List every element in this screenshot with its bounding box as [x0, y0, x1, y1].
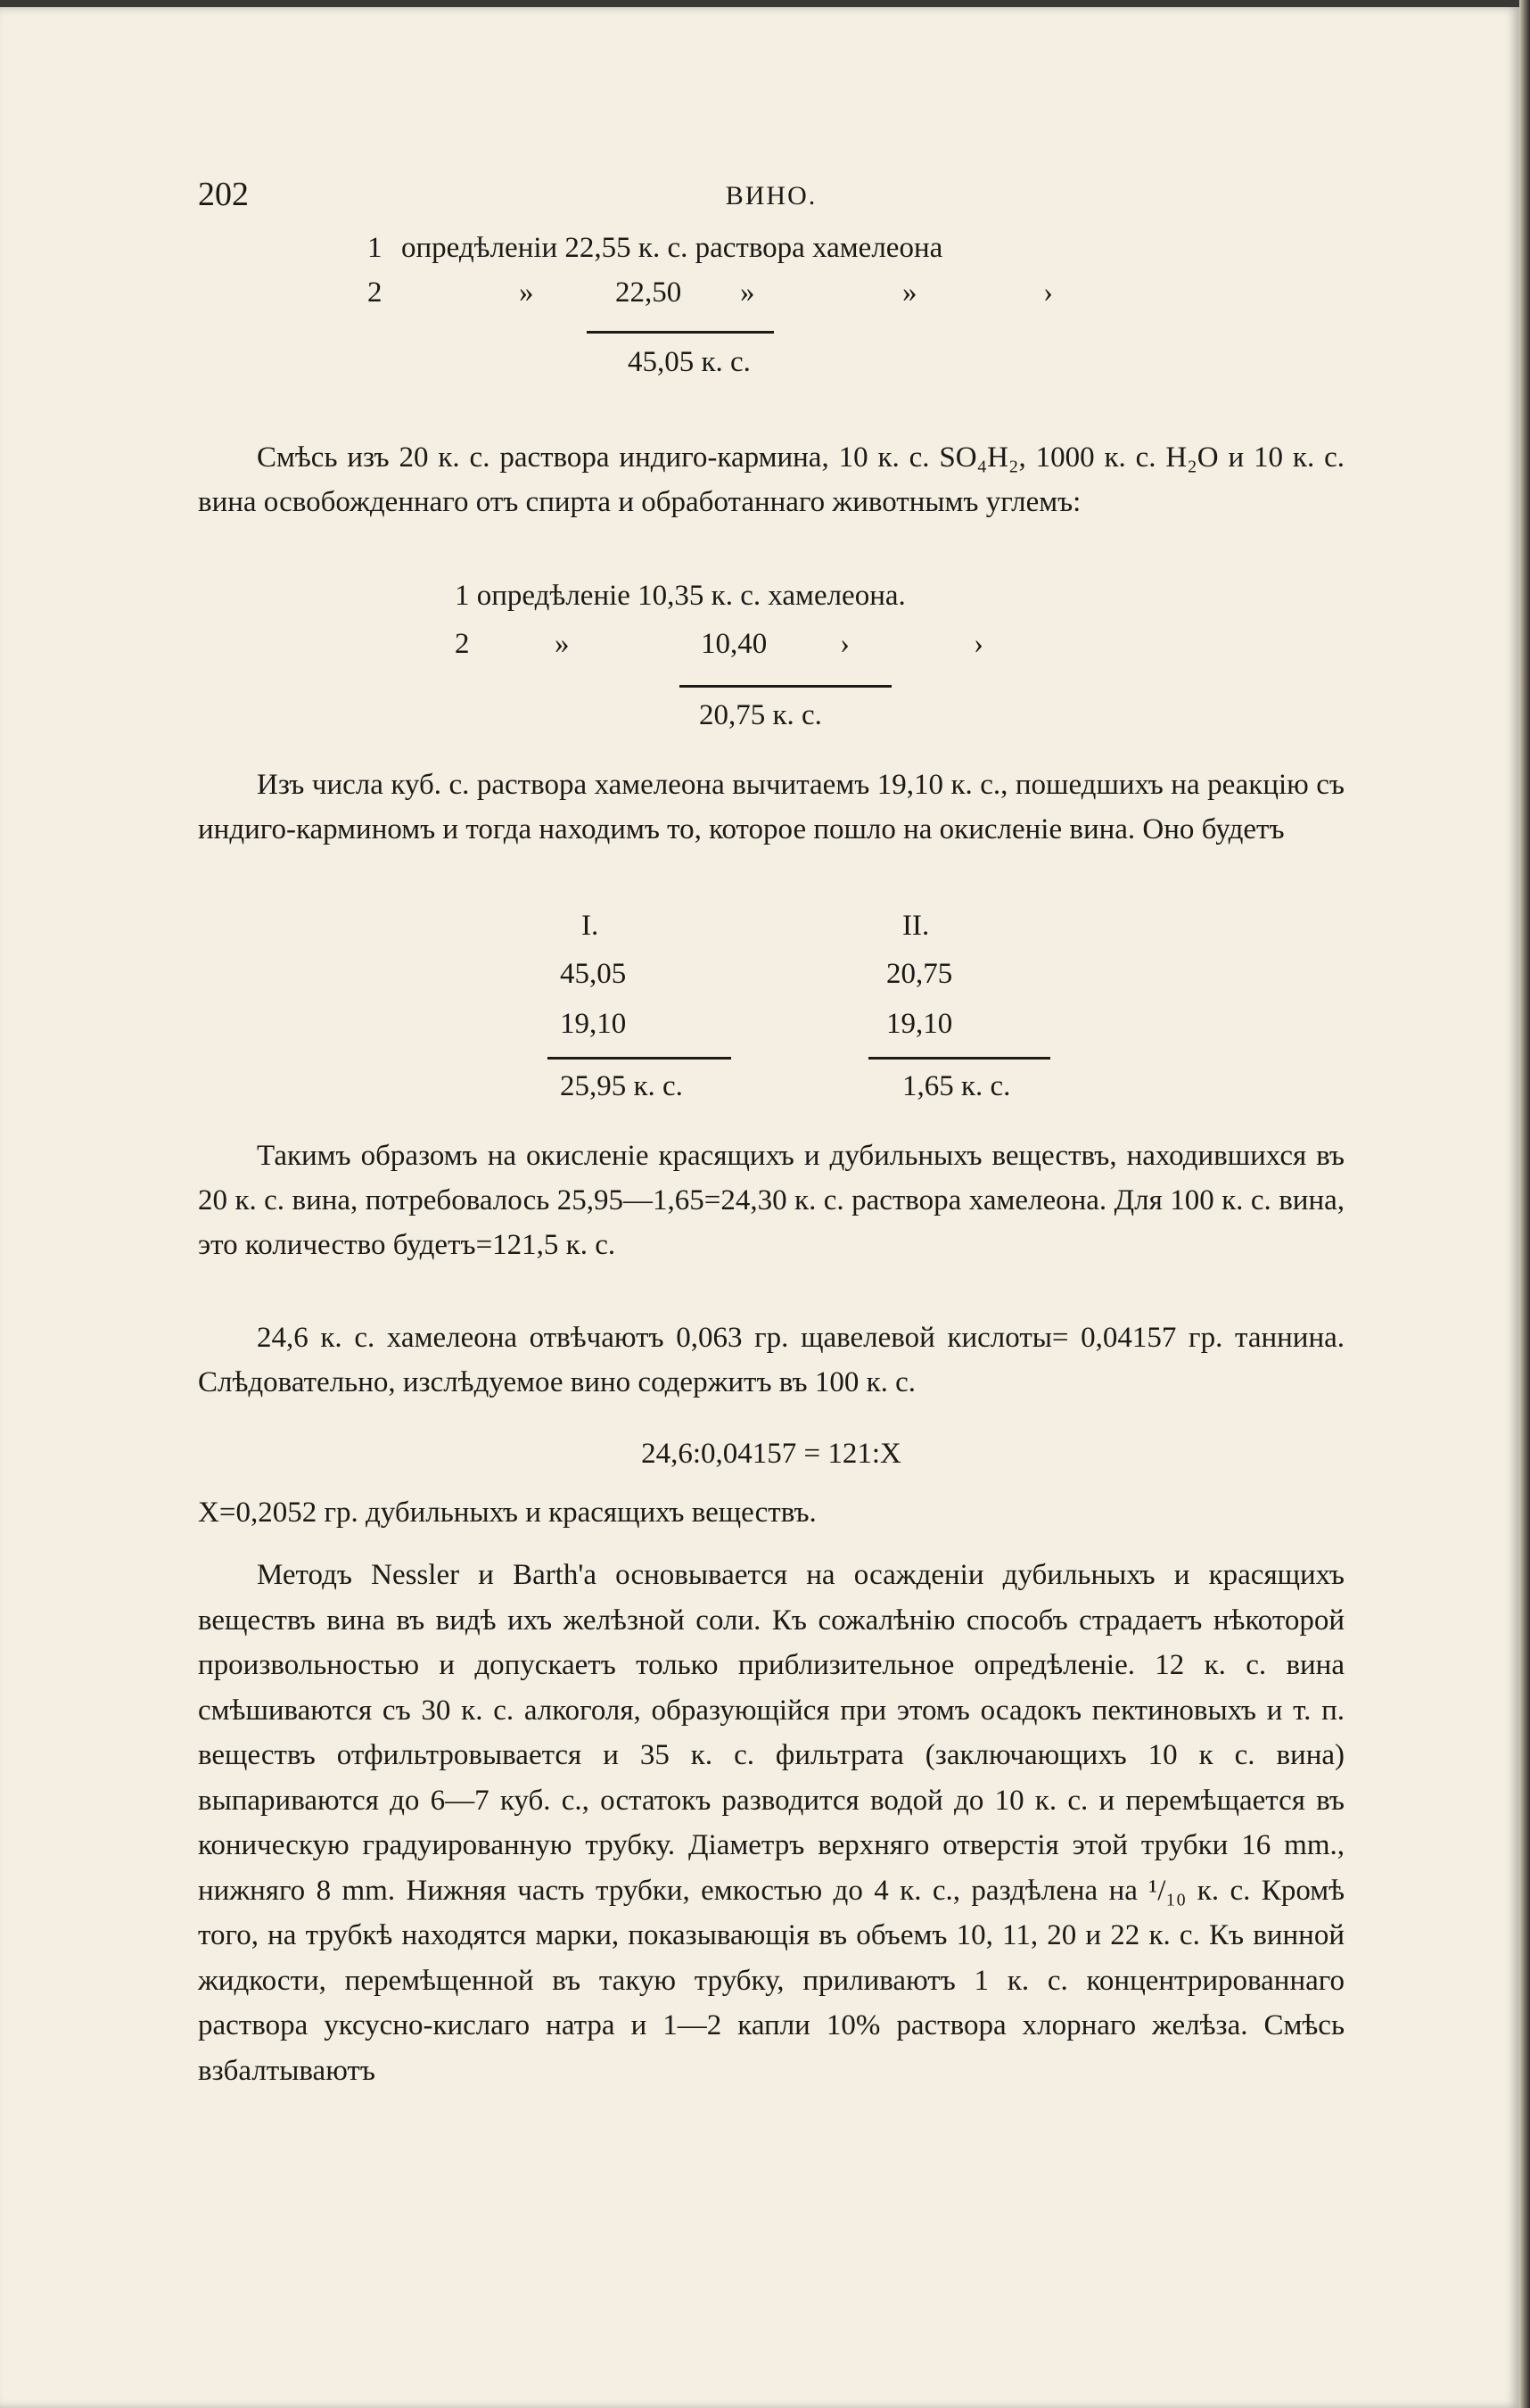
book-page	[0, 7, 1519, 2408]
col2-result: 1,65 к. с.	[902, 1070, 1011, 1102]
col1-value: 19,10	[560, 1008, 627, 1040]
col2-value: 19,10	[886, 1008, 953, 1040]
col1-result: 25,95 к. с.	[560, 1070, 683, 1102]
sum-rule	[679, 685, 892, 688]
calculation-block-2	[198, 573, 1345, 770]
paragraph	[198, 763, 1345, 852]
paragraph	[198, 1315, 1345, 1405]
calc1-line2-ditto: »	[519, 276, 534, 309]
calc1-line1-text: опредѣленіи 22,55 к. с. раствора хамелеона	[401, 232, 943, 264]
calc1-line2-ditto: ›	[1043, 276, 1053, 309]
paragraph	[198, 1490, 1345, 1535]
page-edge	[1519, 0, 1530, 2408]
paragraph-text: Методъ Nessler и Barth'а основывается на осажденіи дубильныхъ и красящихъ веществъ вина въ видѣ ихъ желѣзной соли. Къ сожалѣнію способъ страдаетъ нѣкоторой произвольностью и допускаетъ только приблизительное опредѣленіе. 12 к. с. вина смѣшиваются съ 30 к. с. алкоголя, образующійся при этомъ осадокъ пектиновыхъ и т. п. веществъ отфильтровывается и 35 к. с. фильтрата (заключающихъ 10 к с. вина) выпариваются до 6—7 куб. с., остатокъ разводится водой до 10 к. с. и перемѣщается въ коническую градуированную трубку. Діаметръ верхняго отверстія этой трубки 16 mm., нижняго 8 mm. Нижняя часть трубки, емкостью до 4 к. с., раздѣлена на ¹/₁₀ к. с. Кромѣ того, на трубкѣ находятся марки, показывающія въ объемъ 10, 11, 20 и 22 к. с. Къ винной жидкости, перемѣщенной въ такую трубку, приливаютъ 1 к. с. концентрированнаго раствора уксусно-кислаго натра и 1—2 капли 10% раствора хлорнаго желѣза. Смѣсь взбалтываютъ	[198, 1559, 1345, 2087]
page-content	[198, 172, 1345, 2087]
col1-head: I.	[581, 910, 599, 942]
sum-rule	[868, 1057, 1050, 1060]
result-line: X=0,2052 гр. дубильныхъ и красящихъ веществъ.	[198, 1497, 817, 1529]
col2-head: II.	[902, 910, 930, 942]
calc2-total: 20,75 к. с.	[699, 699, 822, 731]
calc1-total: 45,05 к. с.	[628, 346, 751, 378]
calc2-line2-value: 10,40	[701, 628, 768, 660]
calc1-line2-ditto: »	[902, 276, 917, 309]
page-number: 202	[198, 176, 249, 213]
equation-text: 24,6:0,04157 = 121:X	[641, 1438, 901, 1470]
calc2-line2-ditto: ›	[840, 628, 850, 660]
calculation-block-1	[198, 226, 1345, 422]
subtraction-table	[198, 903, 1345, 1109]
equation	[198, 1431, 1345, 1476]
paragraph	[198, 1134, 1345, 1267]
sum-rule	[547, 1057, 731, 1060]
calc1-line2-ditto: »	[740, 276, 755, 309]
paragraph-text: Смѣсь изъ 20 к. с. раствора индиго-кармина, 10 к. с. SO₄H₂, 1000 к. с. H₂O и 10 к. с. вина освобожденнаго отъ спирта и обработаннаго животнымъ углемъ:	[198, 441, 1345, 518]
paragraph	[198, 435, 1345, 524]
sum-rule	[587, 331, 774, 334]
calc1-line1-number: 1	[367, 232, 382, 264]
paragraph-text: Такимъ образомъ на окисленіе красящихъ и дубильныхъ веществъ, находившихся въ 20 к. с. вина, потребовалось 25,95—1,65=24,30 к. с. раствора хамелеона. Для 100 к. с. вина, это количество будетъ=121,5 к. с.	[198, 1140, 1345, 1261]
calc2-line2-ditto: »	[555, 628, 570, 660]
paragraph-text: Изъ числа куб. с. раствора хамелеона вычитаемъ 19,10 к. с., пошедшихъ на реакцію съ индиго-карминомъ и тогда находимъ то, которое пошло на окисленіе вина. Оно будетъ	[198, 769, 1345, 845]
calc2-line2-number: 2	[455, 628, 470, 660]
running-title: ВИНО.	[725, 181, 818, 210]
paragraph	[198, 1553, 1345, 2093]
calc1-line2-number: 2	[367, 276, 382, 309]
calc2-line1: 1 опредѣленіе 10,35 к. с. хамелеона.	[455, 580, 906, 612]
calc1-line2-value: 22,50	[615, 276, 682, 309]
calc2-line2-ditto: ›	[974, 628, 983, 660]
col2-value: 20,75	[886, 958, 953, 990]
col1-value: 45,05	[560, 958, 627, 990]
page-header	[198, 172, 1345, 226]
paragraph-text: 24,6 к. с. хамелеона отвѣчаютъ 0,063 гр. щавелевой кислоты= 0,04157 гр. таннина. Слѣдовательно, изслѣдуемое вино содержитъ въ 100 к. с.	[198, 1322, 1345, 1398]
